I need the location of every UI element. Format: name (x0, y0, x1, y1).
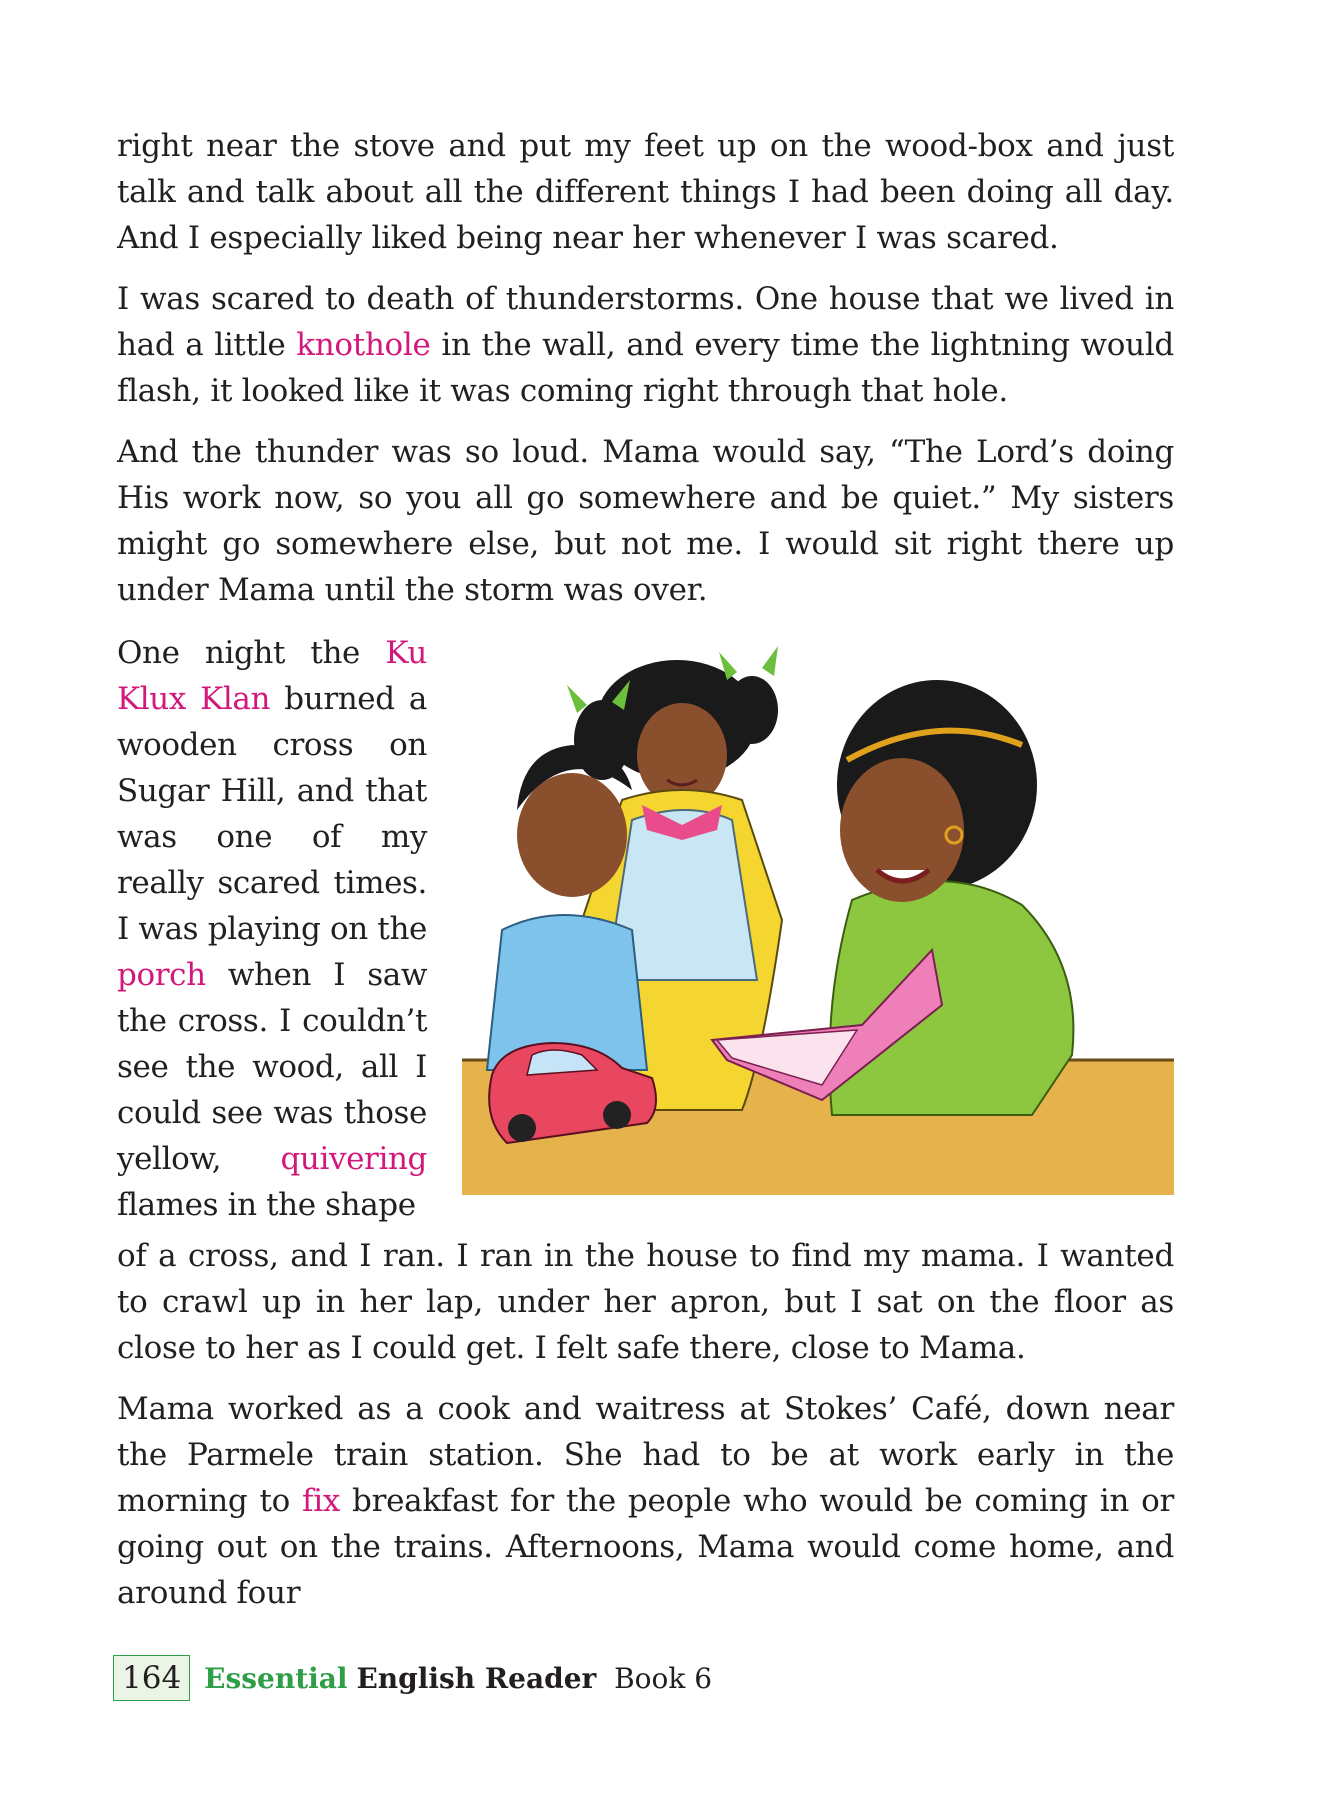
vocab-ku-klux-klan: Ku Klux Klan (117, 635, 427, 717)
paragraph-thunder: And the thunder was so loud. Mama would say, “The Lord’s doing His work now, so you all go somewhere and be quiet.” My sisters might go somewhere else, but not me. I would sit right there up under Mama until the storm was over. (117, 434, 1174, 608)
page-number: 164 (113, 1655, 190, 1701)
page-footer (113, 1655, 712, 1701)
paragraph-klan-wrapped: One night the Ku Klux Klan burned a wooden cross on Sugar Hill, and that was one of my really scared times. I was playing on the porch when I saw the cross. I couldn’t see the wood, all I could see was those yellow, quivering flames in the shape (117, 635, 427, 1223)
vocab-fix: fix (302, 1483, 341, 1519)
boy-face (517, 773, 627, 897)
paragraph-klan-continued: of a cross, and I ran. I ran in the house to find my mama. I wanted to crawl up in her lap, under her apron, but I sat on the floor as close to her as I could get. I felt safe there, close to Mama. (117, 1238, 1174, 1366)
illustration-mama-reading (462, 630, 1174, 1195)
mama-dress (830, 881, 1074, 1115)
book-title: Essential English Reader Book 6 (204, 1661, 713, 1695)
vocab-porch: porch (117, 957, 206, 993)
paragraph-thunderstorms: I was scared to death of thunderstorms. One house that we lived in had a little knothole in the wall, and every time the lightning would flash, it looked like it was coming right through that hole. (117, 281, 1174, 409)
paragraph-cafe: Mama worked as a cook and waitress at Stokes’ Café, down near the Parmele train station. She had to be at work early in the morning to fix breakfast for the people who would be coming in or going out on the trains. Afternoons, Mama would come home, and around four (117, 1391, 1174, 1611)
vocab-knothole: knothole (296, 327, 431, 363)
vocab-quivering: quivering (280, 1141, 427, 1177)
illustration-svg (462, 630, 1174, 1195)
paragraph-stove: right near the stove and put my feet up on the wood-box and just talk and talk about all the different things I had been doing all day. And I especially liked being near her whenever I was scared. (117, 128, 1174, 256)
